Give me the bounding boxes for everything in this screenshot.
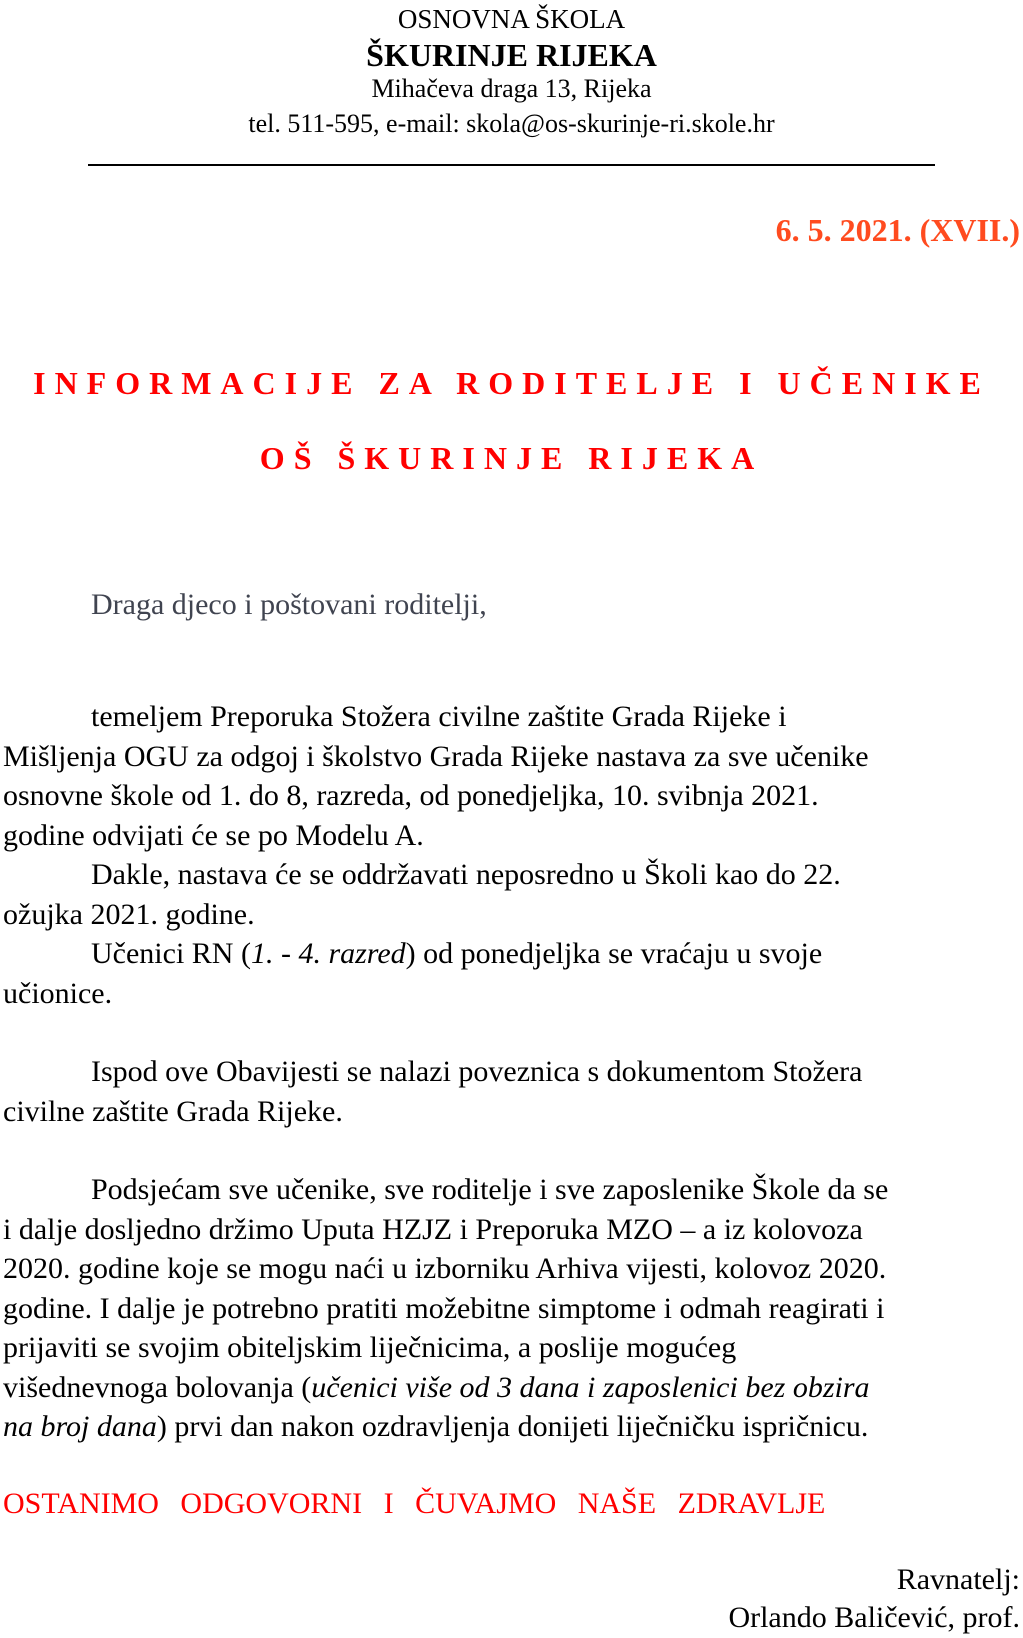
paragraph-5 <box>3 1170 1015 1447</box>
paragraph-1 <box>3 697 1015 855</box>
header-divider <box>88 164 935 166</box>
paragraph-5-line <box>3 1368 1015 1408</box>
paragraph-5-line: 2020. godine koje se mogu naći u izborniku Arhiva vijesti, kolovoz 2020. <box>3 1252 887 1285</box>
paragraph-4 <box>3 1052 1015 1131</box>
title-line-1: INFORMACIJE ZA RODITELJE I UČENIKE <box>33 365 990 401</box>
closing-slogan: OSTANIMO ODGOVORNI I ČUVAJMO NAŠE ZDRAVLJE <box>3 1487 826 1520</box>
signature-role: Ravnatelj: <box>896 1563 1020 1596</box>
school-name: ŠKURINJE RIJEKA <box>366 37 657 73</box>
school-address: Mihačeva draga 13, Rijeka <box>371 74 652 103</box>
paragraph-3-line <box>3 934 1015 974</box>
paragraph-5-line: prijaviti se svojim obiteljskim liječnicima, a poslije mogućeg <box>3 1331 737 1364</box>
paragraph-2-line: Dakle, nastava će se oddržavati neposredno u Školi kao do 22. <box>91 858 841 891</box>
paragraph-5-l7-italic: na broj dana <box>3 1410 157 1443</box>
school-contact: tel. 511-595, e-mail: skola@os-skurinje-ri.skole.hr <box>248 109 775 138</box>
paragraph-2 <box>3 855 1015 934</box>
greeting: Draga djeco i poštovani roditelji, <box>91 588 487 621</box>
paragraph-5-line: Podsjećam sve učenike, sve roditelje i sve zaposlenike Škole da se <box>91 1173 889 1206</box>
paragraph-3-italic: 1. - 4. razred <box>250 937 406 970</box>
paragraph-3-prefix: Učenici RN ( <box>91 937 251 970</box>
paragraph-4-line: Ispod ove Obavijesti se nalazi poveznica s dokumentom Stožera <box>91 1055 863 1088</box>
paragraph-1-line: temeljem Preporuka Stožera civilne zaštite Grada Rijeke i <box>91 700 787 733</box>
school-type: OSNOVNA ŠKOLA <box>397 4 626 34</box>
paragraph-5-l6-prefix: višednevnoga bolovanja ( <box>3 1370 312 1404</box>
paragraph-1-line: godine odvijati će se po Modelu A. <box>3 818 424 852</box>
paragraph-5-line: i dalje dosljedno držimo Uputa HZJZ i Preporuka MZO – a iz kolovoza <box>3 1212 863 1246</box>
paragraph-1-line: osnovne škole od 1. do 8, razreda, od ponedjeljka, 10. svibnja 2021. <box>3 779 819 812</box>
paragraph-3 <box>3 934 1015 1013</box>
title-line-2: OŠ ŠKURINJE RIJEKA <box>259 440 764 476</box>
paragraph-5-line: godine. I dalje je potrebno pratiti možebitne simptome i odmah reagirati i <box>3 1291 885 1325</box>
paragraph-2-line: ožujka 2021. godine. <box>3 897 255 931</box>
paragraph-5-l6-italic: učenici više od 3 dana i zaposlenici bez obzira <box>311 1370 870 1404</box>
paragraph-3-suffix: ) od ponedjeljka se vraćaju u svoje <box>405 937 823 970</box>
signature-name: Orlando Baličević, prof. <box>728 1601 1020 1634</box>
paragraph-1-line: Mišljenja OGU za odgoj i školstvo Grada Rijeke nastava za sve učenike <box>3 739 869 773</box>
paragraph-5-line <box>3 1407 1015 1447</box>
document-date: 6. 5. 2021. (XVII.) <box>775 212 1020 248</box>
paragraph-3-line: učionice. <box>3 976 113 1010</box>
paragraph-4-line: civilne zaštite Grada Rijeke. <box>3 1094 343 1128</box>
paragraph-5-l7-suffix: ) prvi dan nakon ozdravljenja donijeti liječničku ispričnicu. <box>156 1410 869 1443</box>
